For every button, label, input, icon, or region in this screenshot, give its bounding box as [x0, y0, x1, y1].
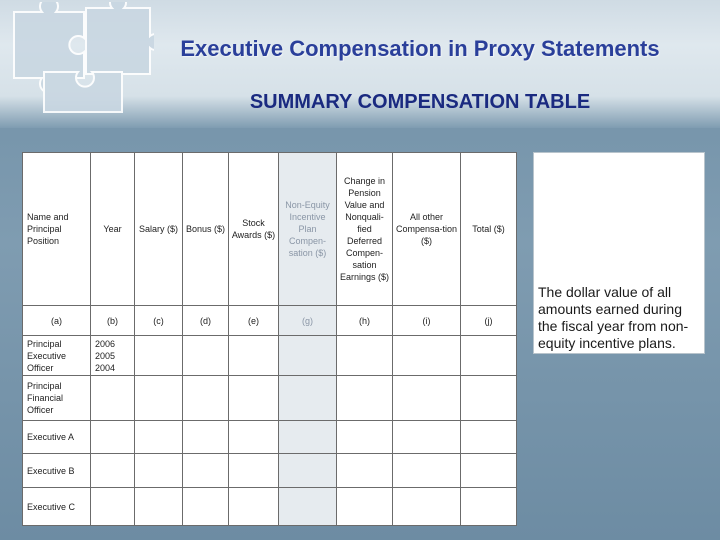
table-cell [337, 336, 393, 376]
header-row [23, 153, 517, 306]
col-code: (c) [135, 306, 183, 336]
definition-note [533, 152, 705, 354]
col-header-salary: Salary ($) [135, 153, 183, 306]
table-cell [183, 376, 229, 421]
row-label: Executive B [23, 454, 91, 488]
table-cell [461, 376, 517, 421]
table-cell [229, 454, 279, 488]
table-cell [461, 488, 517, 526]
table-cell [183, 336, 229, 376]
page-title: Executive Compensation in Proxy Statements [180, 36, 660, 61]
table-cell [337, 421, 393, 454]
table-cell [229, 421, 279, 454]
table-cell [461, 454, 517, 488]
table-cell [337, 376, 393, 421]
col-code: (e) [229, 306, 279, 336]
code-row [23, 306, 517, 336]
col-header-bonus: Bonus ($) [183, 153, 229, 306]
table-cell [135, 376, 183, 421]
col-header-pension: Change in Pension Value and Nonquali-fied Deferred Compen-sation Earnings ($) [337, 153, 393, 306]
table-cell [135, 421, 183, 454]
table-cell [183, 488, 229, 526]
row-years: 2006 2005 2004 [91, 336, 135, 376]
row-label: Principal Executive Officer [23, 336, 91, 376]
row-years [91, 488, 135, 526]
table-cell [461, 336, 517, 376]
table-cell [135, 488, 183, 526]
table-cell [393, 336, 461, 376]
table-cell [229, 336, 279, 376]
col-code: (i) [393, 306, 461, 336]
row-label: Principal Financial Officer [23, 376, 91, 421]
table-cell [393, 454, 461, 488]
col-header-name: Name and Principal Position [23, 153, 91, 306]
table-cell [279, 336, 337, 376]
summary-compensation-table [22, 152, 517, 526]
table-cell [279, 376, 337, 421]
table-cell [337, 488, 393, 526]
table-cell [279, 488, 337, 526]
table-cell [279, 454, 337, 488]
table-cell [279, 421, 337, 454]
row-label: Executive A [23, 421, 91, 454]
table-cell [229, 376, 279, 421]
col-header-year: Year [91, 153, 135, 306]
col-header-non-equity: Non-Equity Incentive Plan Compen-sation ($) [279, 153, 337, 306]
row-years [91, 454, 135, 488]
table-cell [393, 488, 461, 526]
table-row [23, 454, 517, 488]
col-header-total: Total ($) [461, 153, 517, 306]
table-cell [393, 376, 461, 421]
table-cell [135, 336, 183, 376]
row-years [91, 421, 135, 454]
col-header-all-other: All other Compensa-tion ($) [393, 153, 461, 306]
table-cell [135, 454, 183, 488]
table-row [23, 488, 517, 526]
col-code: (a) [23, 306, 91, 336]
table-cell [183, 421, 229, 454]
definition-note-text: The dollar value of all amounts earned during the fiscal year from non-equity incentive plans. [538, 284, 689, 351]
row-label: Executive C [23, 488, 91, 526]
table-cell [393, 421, 461, 454]
table-cell [461, 421, 517, 454]
table-row [23, 421, 517, 454]
col-code: (b) [91, 306, 135, 336]
table-row [23, 376, 517, 421]
col-code: (j) [461, 306, 517, 336]
row-years [91, 376, 135, 421]
col-code: (h) [337, 306, 393, 336]
col-code: (d) [183, 306, 229, 336]
table-cell [229, 488, 279, 526]
col-code: (g) [279, 306, 337, 336]
page-subtitle: SUMMARY COMPENSATION TABLE [249, 91, 591, 113]
table-cell [337, 454, 393, 488]
col-header-stock-awards: Stock Awards ($) [229, 153, 279, 306]
table-cell [183, 454, 229, 488]
table-row [23, 336, 517, 376]
